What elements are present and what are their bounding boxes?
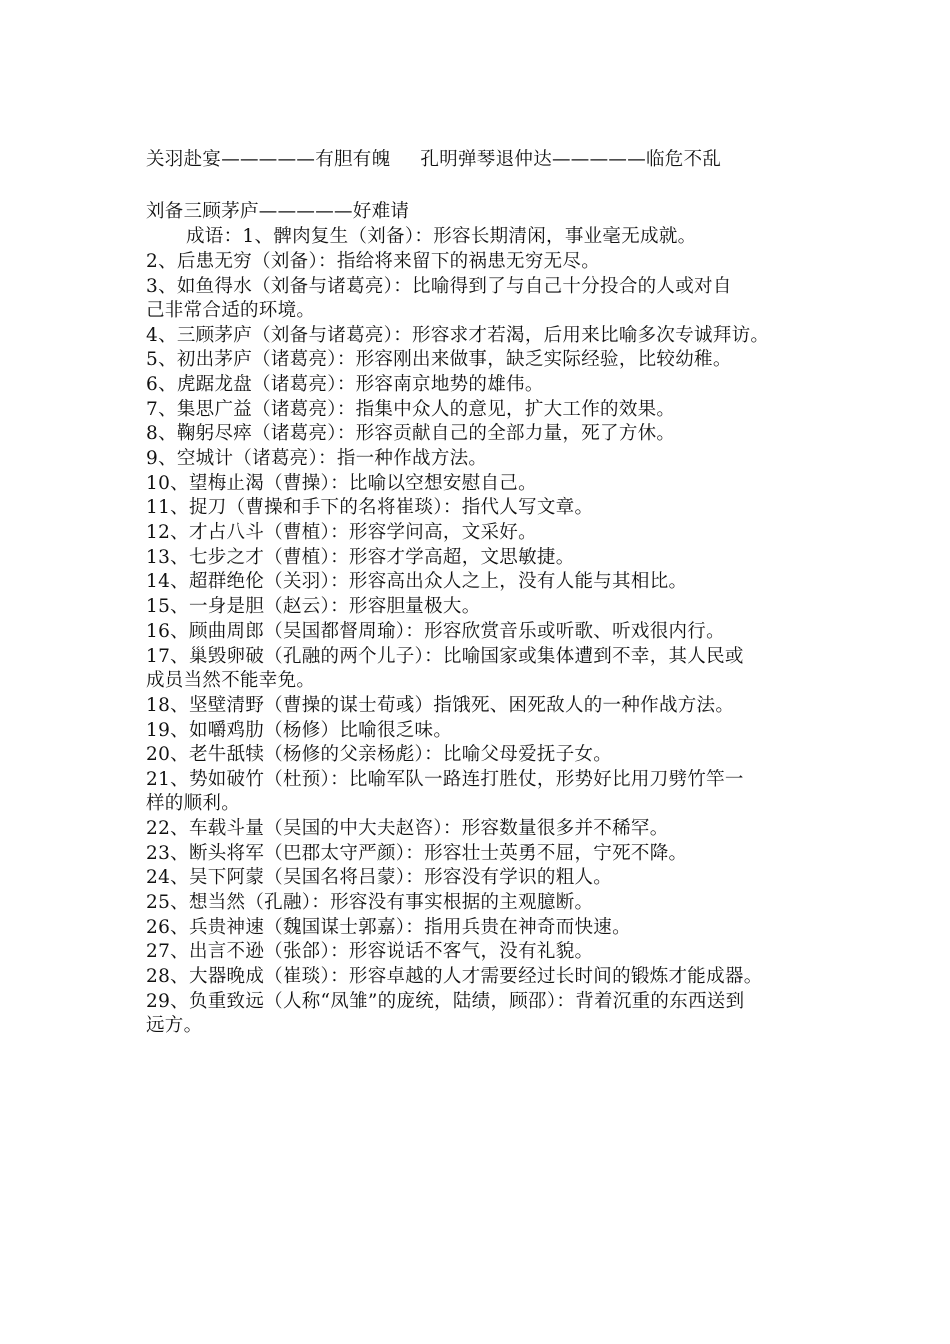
entry-line: 己非常合适的环境。 xyxy=(146,300,316,321)
entry-line: 22、车载斗量（吴国的中大夫赵咨）：形容数量很多并不稀罕。 xyxy=(146,818,669,839)
entry-line: 9、空城计（诸葛亮）：指一种作战方法。 xyxy=(146,448,488,469)
entry-line: 7、集思广益（诸葛亮）：指集中众人的意见，扩大工作的效果。 xyxy=(146,399,676,420)
entry-line: 27、出言不逊（张郃）：形容说话不客气，没有礼貌。 xyxy=(146,941,594,962)
entry-line: 28、大器晚成（崔琰）：形容卓越的人才需要经过长时间的锻炼才能成器。 xyxy=(146,966,763,987)
entry-line: 25、想当然（孔融）：形容没有事实根据的主观臆断。 xyxy=(146,892,594,913)
entry-line: 成语：1、髀肉复生（刘备）：形容长期清闲，事业毫无成就。 xyxy=(186,226,697,247)
entry-line: 5、初出茅庐（诸葛亮）：形容刚出来做事，缺乏实际经验，比较幼稚。 xyxy=(146,349,732,370)
entry-line: 20、老牛舐犊（杨修的父亲杨彪）：比喻父母爱抚子女。 xyxy=(146,744,613,765)
header-line-1-right: 孔明弹琴退仲达—————临危不乱 xyxy=(420,149,722,170)
entry-line: 29、负重致远（人称“凤雏”的庞统，陆绩，顾邵）：背着沉重的东西送到 xyxy=(146,991,745,1012)
entry-line: 13、七步之才（曹植）：形容才学高超，文思敏捷。 xyxy=(146,547,575,568)
entry-line: 4、三顾茅庐（刘备与诸葛亮）：形容求才若渴，后用来比喻多次专诚拜访。 xyxy=(146,325,770,346)
entry-line: 远方。 xyxy=(146,1015,203,1036)
entry-line: 2、后患无穷（刘备）：指给将来留下的祸患无穷无尽。 xyxy=(146,251,601,272)
entry-line: 23、断头将军（巴郡太守严颜）：形容壮士英勇不屈，宁死不降。 xyxy=(146,843,688,864)
entry-line: 8、鞠躬尽瘁（诸葛亮）：形容贡献自己的全部力量，死了方休。 xyxy=(146,423,676,444)
entry-line: 15、一身是胆（赵云）：形容胆量极大。 xyxy=(146,596,481,617)
header-line-2: 刘备三顾茅庐—————好难请 xyxy=(146,201,410,222)
header-line-1-left: 关羽赴宴—————有胆有魄 xyxy=(146,149,391,170)
entry-line: 成员当然不能幸免。 xyxy=(146,670,316,691)
header-line-1 xyxy=(146,151,721,170)
entry-line: 18、坚壁清野（曹操的谋士荀彧）指饿死、困死敌人的一种作战方法。 xyxy=(146,695,735,716)
entry-line: 3、如鱼得水（刘备与诸葛亮）：比喻得到了与自己十分投合的人或对自 xyxy=(146,276,732,297)
entry-line: 24、吴下阿蒙（吴国名将吕蒙）：形容没有学识的粗人。 xyxy=(146,867,613,888)
entry-line: 6、虎踞龙盘（诸葛亮）：形容南京地势的雄伟。 xyxy=(146,374,544,395)
entry-line: 21、势如破竹（杜预）：比喻军队一路连打胜仗，形势好比用刀劈竹竿一 xyxy=(146,769,744,790)
entry-line: 19、如嚼鸡肋（杨修）比喻很乏味。 xyxy=(146,720,453,741)
entry-line: 17、巢毁卵破（孔融的两个儿子）：比喻国家或集体遭到不幸，其人民或 xyxy=(146,646,744,667)
entry-line: 16、顾曲周郎（吴国都督周瑜）：形容欣赏音乐或听歌、听戏很内行。 xyxy=(146,621,725,642)
entry-line: 26、兵贵神速（魏国谋士郭嘉）：指用兵贵在神奇而快速。 xyxy=(146,917,631,938)
entry-line: 14、超群绝伦（关羽）：形容高出众人之上，没有人能与其相比。 xyxy=(146,571,688,592)
entry-line: 12、才占八斗（曹植）：形容学问高，文采好。 xyxy=(146,522,537,543)
entry-line: 样的顺利。 xyxy=(146,793,241,814)
entry-line: 10、望梅止渴（曹操）：比喻以空想安慰自己。 xyxy=(146,473,537,494)
entry-line: 11、捉刀（曹操和手下的名将崔琰）：指代人写文章。 xyxy=(146,497,594,518)
